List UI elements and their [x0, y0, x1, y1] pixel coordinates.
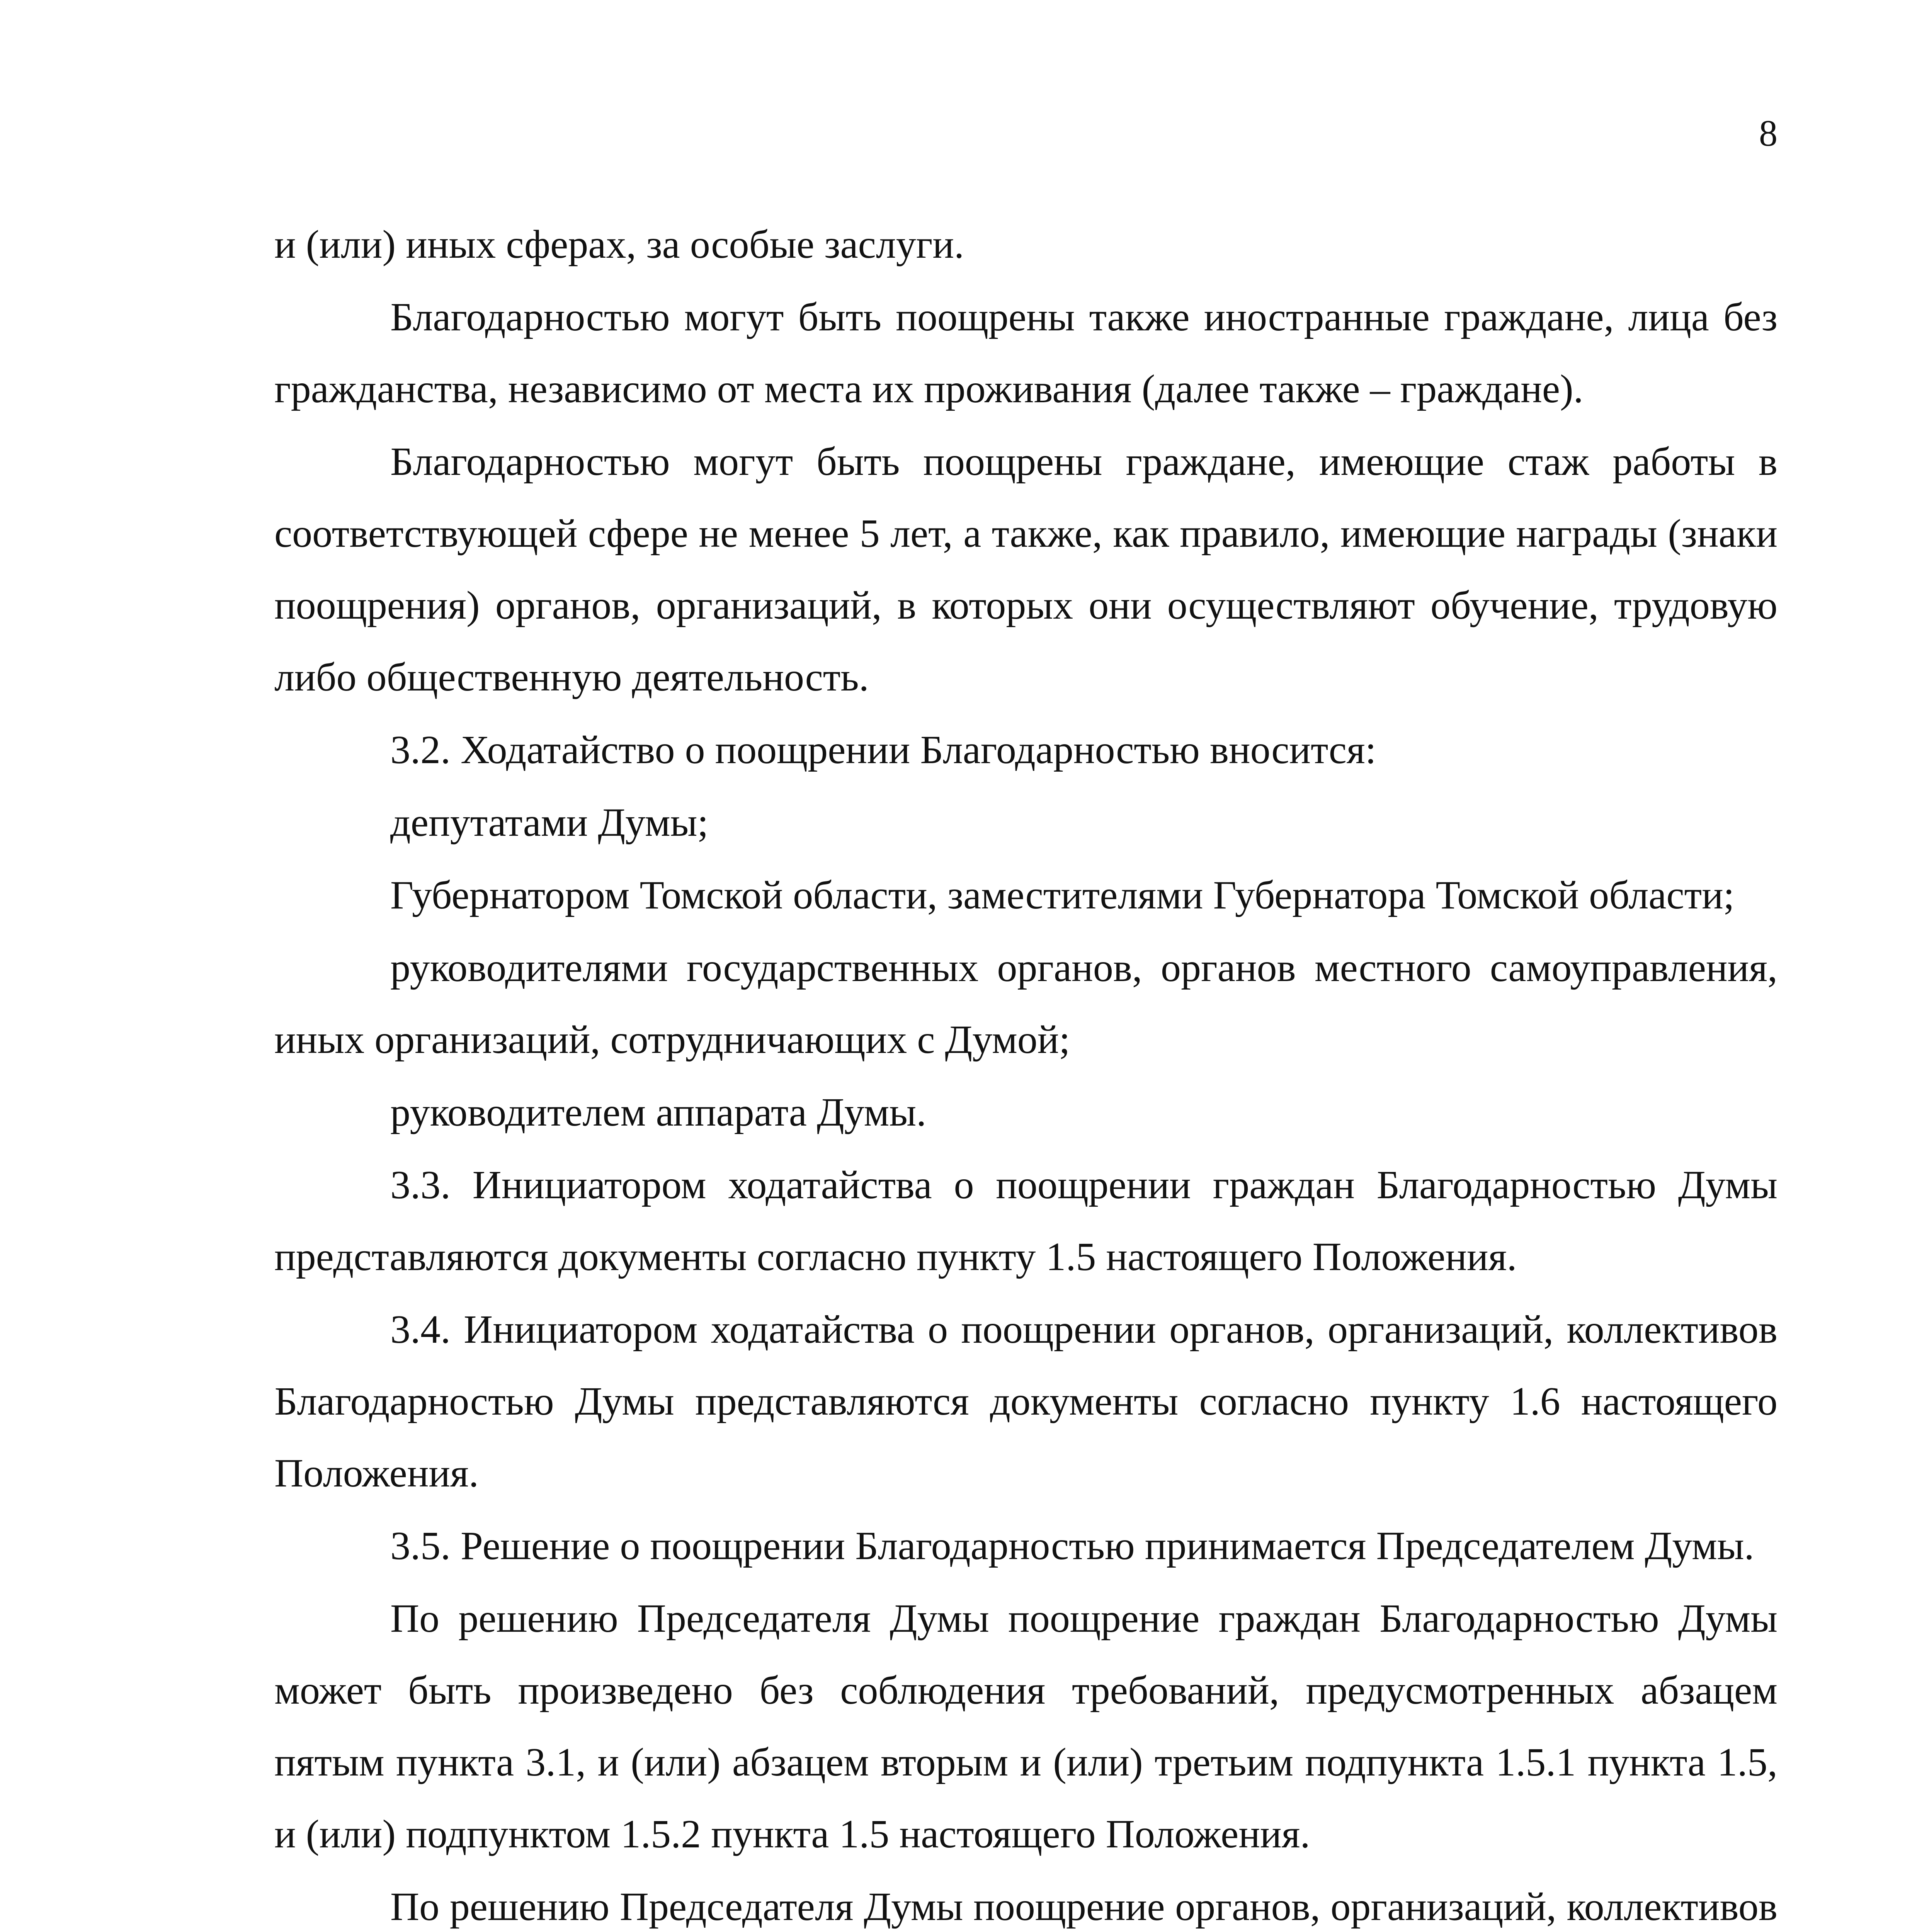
list-item: Губернатором Томской области, заместителями Губернатора Томской области;: [390, 873, 1735, 917]
paragraph: 3.3. Инициатором ходатайства о поощрении граждан Благодарностью Думы представляются документы согласно пункту 1.5 настоящего Положения.: [274, 1163, 1778, 1279]
document-body: [274, 209, 1778, 1932]
paragraph: и (или) иных сферах, за особые заслуги.: [274, 222, 964, 267]
paragraph: 3.4. Инициатором ходатайства о поощрении органов, организаций, коллективов Благодарностью Думы представляются документы согласно пункту 1.6 настоящего Положения.: [274, 1307, 1778, 1495]
list-item: руководителем аппарата Думы.: [390, 1090, 927, 1134]
paragraph: Благодарностью могут быть поощрены также иностранные граждане, лица без гражданства, независимо от места их проживания (далее также – граждане).: [274, 295, 1778, 411]
page-number: 8: [1759, 112, 1778, 154]
paragraph: По решению Председателя Думы поощрение органов, организаций, коллективов: [390, 1884, 1778, 1929]
paragraph: 3.5. Решение о поощрении Благодарностью принимается Председателем Думы.: [390, 1524, 1754, 1568]
paragraph: По решению Председателя Думы поощрение граждан Благодарностью Думы может быть произведено без соблюдения требований, предусмотренных абзацем пятым пункта 3.1, и (или) абзацем вторым и (или) третьим подпункта 1.5.1 пункта 1.5, и (или) подпунктом 1.5.2 пункта 1.5 настоящего Положения.: [274, 1596, 1778, 1856]
list-item: руководителями государственных органов, органов местного самоуправления, иных организаций, сотрудничающих с Думой;: [274, 946, 1778, 1062]
list-item: депутатами Думы;: [390, 800, 709, 845]
paragraph: 3.2. Ходатайство о поощрении Благодарностью вносится:: [390, 728, 1376, 772]
paragraph: Благодарностью могут быть поощрены граждане, имеющие стаж работы в соответствующей сфере не менее 5 лет, а также, как правило, имеющие награды (знаки поощрения) органов, организаций, в которых они осуществляют обучение, трудовую либо общественную деятельность.: [274, 439, 1778, 699]
